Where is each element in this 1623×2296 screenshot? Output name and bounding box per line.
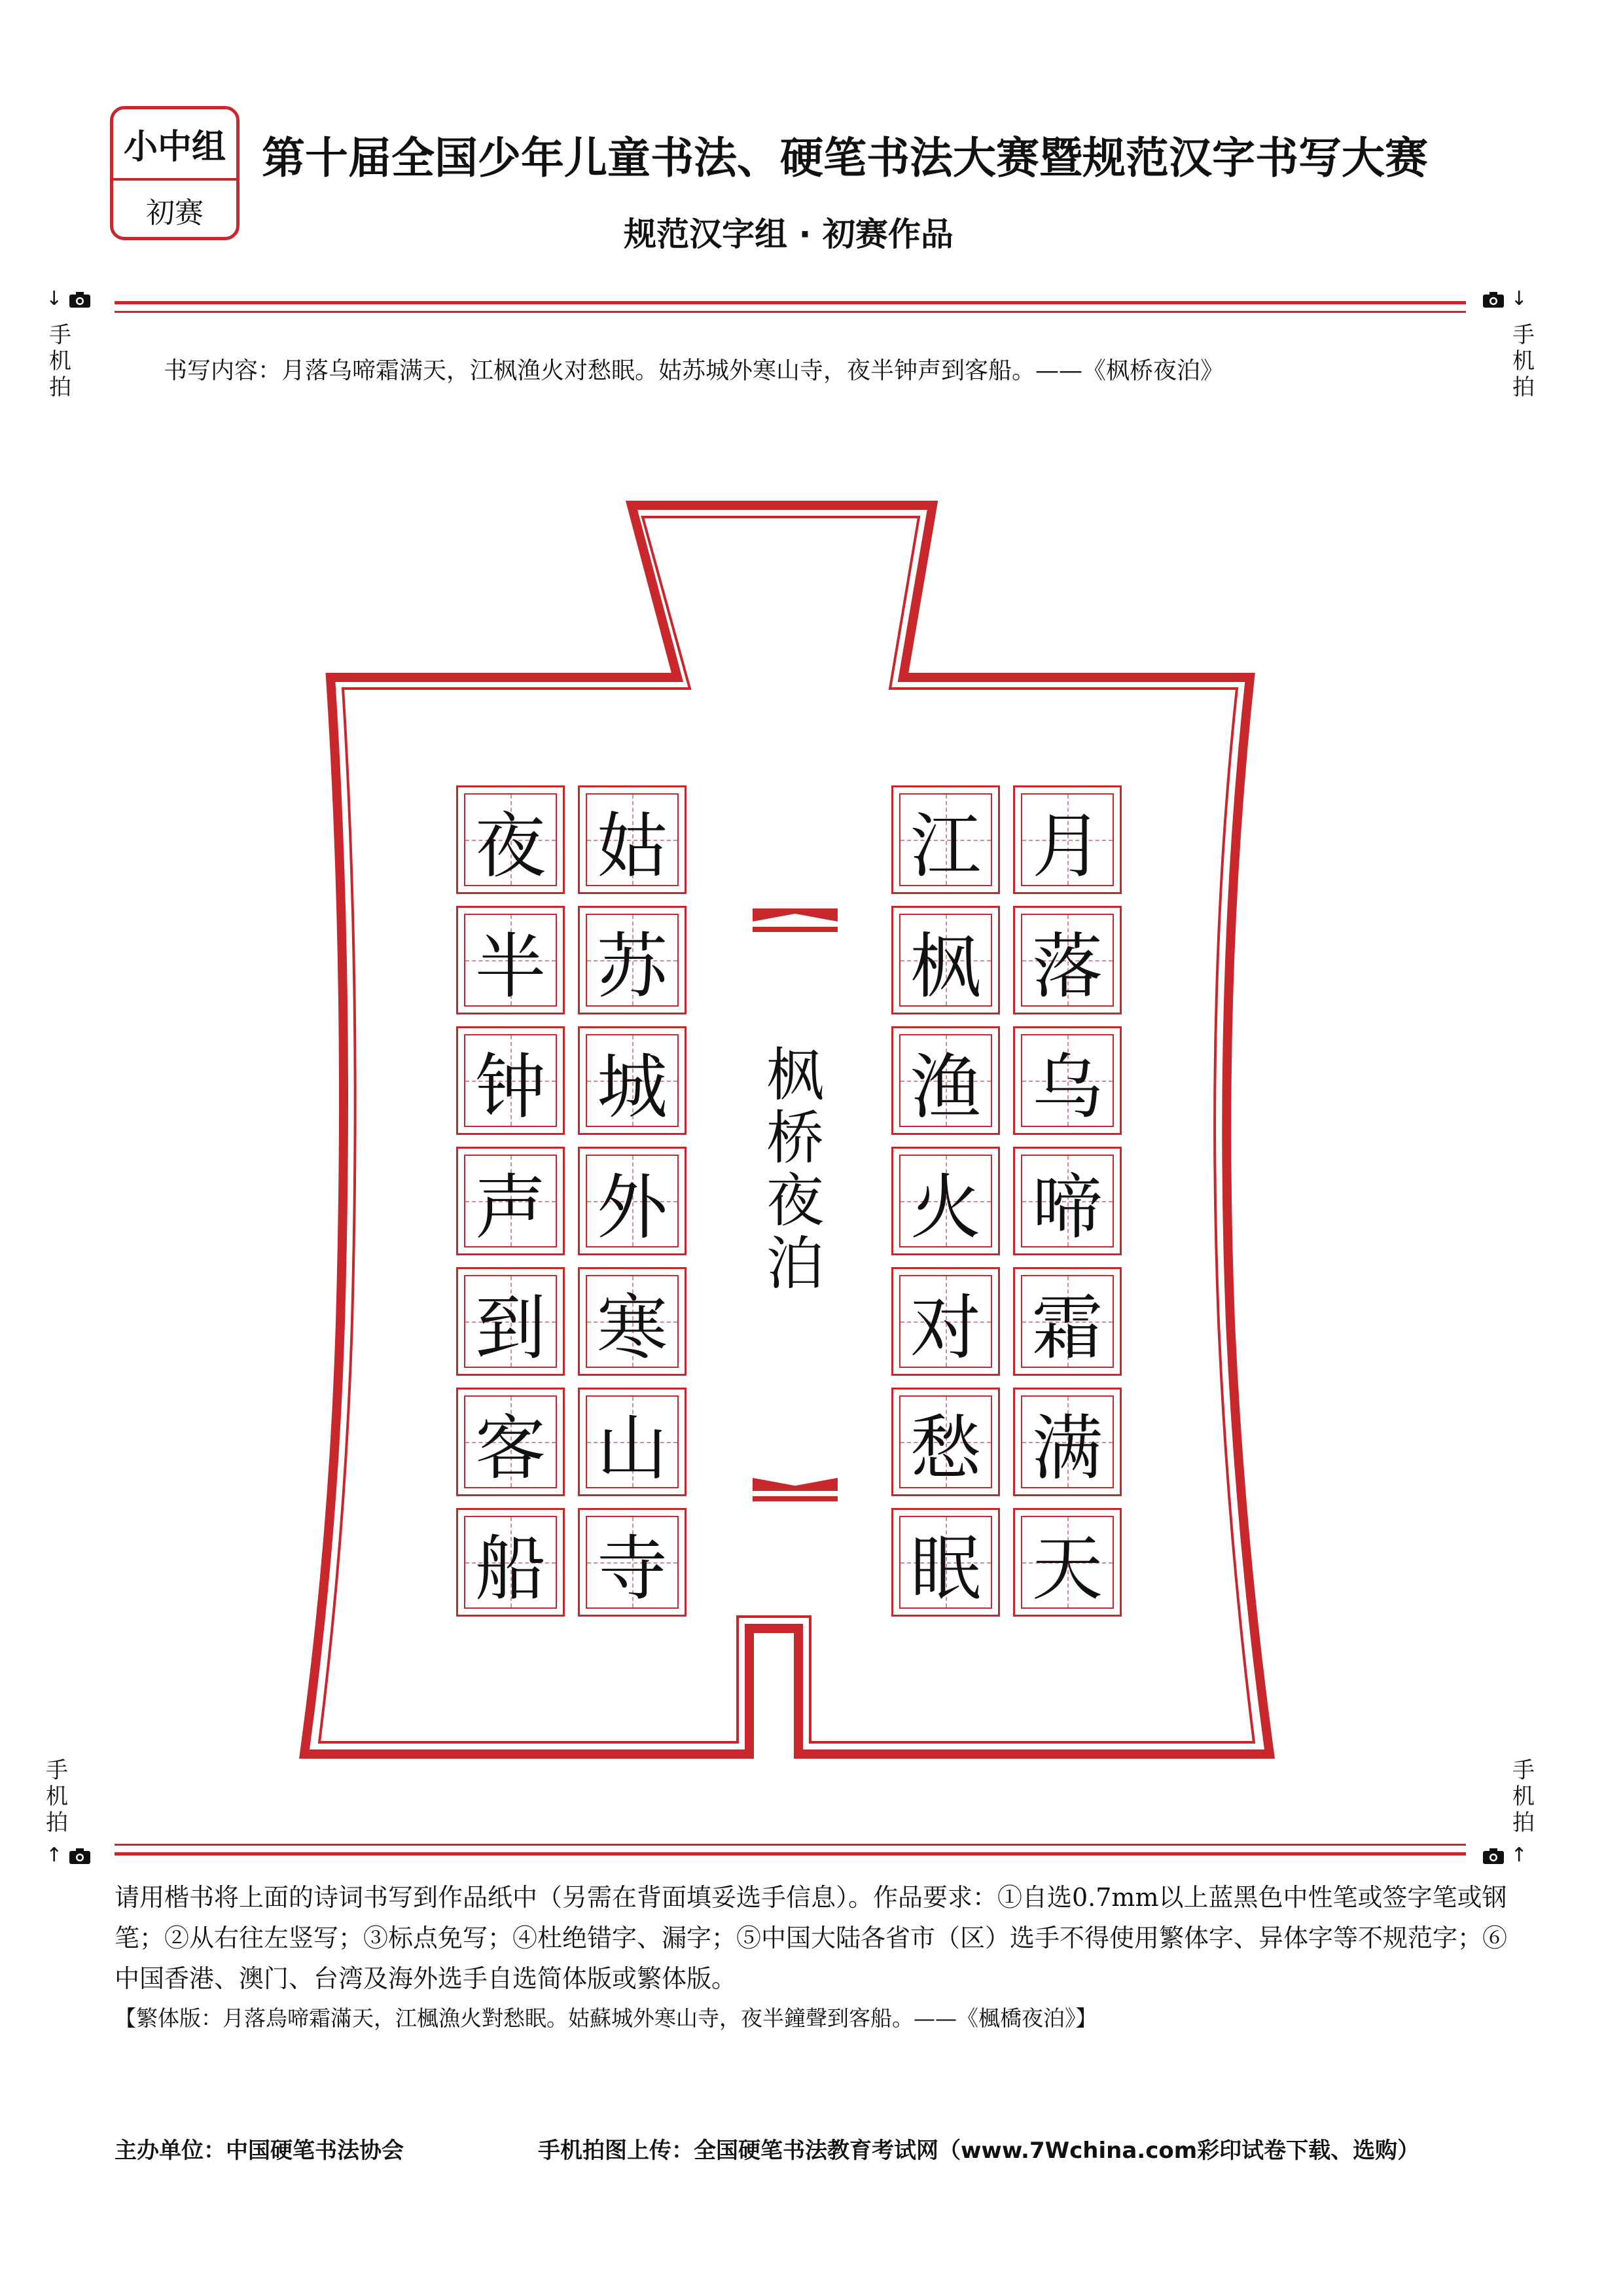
- poem-character: 半: [474, 925, 546, 1008]
- grid-cell: [456, 1026, 565, 1135]
- grid-cell: [578, 1147, 687, 1255]
- label-char: 拍: [49, 374, 71, 401]
- poem-character: 满: [1031, 1407, 1103, 1490]
- grid-cell: [891, 1388, 1000, 1496]
- bottom-left-photo-mark: [46, 1846, 91, 1865]
- organizer-info: 主办单位：中国硬笔书法协会: [115, 2138, 404, 2164]
- grid-cell: [1013, 1388, 1122, 1496]
- poem-title-char: 夜: [766, 1167, 824, 1234]
- chevron-up-ornament: [753, 903, 838, 942]
- grid-cell: [1013, 1026, 1122, 1135]
- traditional-version: 【繁体版：月落烏啼霜滿天，江楓漁火對愁眠。姑蘇城外寒山寺，夜半鐘聲到客船。——《楓橋夜泊》】: [115, 2005, 1097, 2031]
- poem-character: 夜: [474, 805, 546, 888]
- label-char: 手: [1512, 322, 1535, 348]
- grid-cell: [456, 785, 565, 894]
- grid-cell: [891, 785, 1000, 894]
- page-subtitle: 规范汉字组 · 初赛作品: [624, 215, 954, 253]
- poem-title-char: 桥: [766, 1104, 824, 1172]
- poem-title: [756, 1041, 834, 1297]
- label-char: 机: [1512, 348, 1535, 374]
- poem-character: 到: [474, 1287, 546, 1369]
- grid-cell: [578, 1388, 687, 1496]
- poem-character: 船: [474, 1528, 546, 1610]
- poem-character: 乌: [1031, 1046, 1103, 1128]
- grid-cell: [1013, 785, 1122, 894]
- poem-character: 霜: [1031, 1287, 1103, 1369]
- poem-character: 对: [910, 1287, 981, 1369]
- poem-character: 山: [596, 1407, 668, 1490]
- label-char: 手: [49, 322, 71, 348]
- page-title: 第十届全国少年儿童书法、硬笔书法大赛暨规范汉字书写大赛: [262, 132, 1428, 183]
- grid-cell: [578, 785, 687, 894]
- label-char: 手: [46, 1757, 68, 1784]
- arrow-up-icon: ↑: [46, 1844, 63, 1867]
- label-char: 机: [49, 348, 71, 374]
- poem-character: 渔: [910, 1046, 981, 1128]
- upload-info: 手机拍图上传：全国硬笔书法教育考试网（www.7Wchina.com彩印试卷下载、选购）: [538, 2138, 1420, 2164]
- arrow-down-icon: ↓: [1510, 287, 1527, 310]
- poem-character: 寒: [596, 1287, 668, 1369]
- poem-character: 苏: [596, 925, 668, 1008]
- grid-cell: [1013, 1267, 1122, 1376]
- poem-character: 钟: [474, 1046, 546, 1128]
- poem-character: 月: [1031, 805, 1103, 888]
- grid-cell: [1013, 1147, 1122, 1255]
- bottom-divider-thin: [115, 1844, 1466, 1846]
- arrow-down-icon: ↓: [46, 287, 63, 310]
- poem-character: 寺: [596, 1528, 668, 1610]
- poem-character: 枫: [910, 925, 981, 1008]
- poem-character: 城: [596, 1046, 668, 1128]
- poem-character: 外: [596, 1166, 668, 1249]
- bottom-right-photo-mark: [1482, 1846, 1527, 1865]
- label-char: 手: [1512, 1757, 1535, 1784]
- poem-character: 眠: [910, 1528, 981, 1610]
- grid-cell: [578, 1026, 687, 1135]
- bottom-right-photo-label: [1509, 1757, 1538, 1836]
- label-char: 拍: [46, 1810, 68, 1836]
- grid-cell: [1013, 906, 1122, 1014]
- poem-character: 啼: [1031, 1166, 1103, 1249]
- poem-character: 江: [910, 805, 981, 888]
- grid-cell: [891, 1267, 1000, 1376]
- grid-cell: [891, 1026, 1000, 1135]
- label-char: 拍: [1512, 1810, 1535, 1836]
- poem-character: 天: [1031, 1528, 1103, 1610]
- poem-character: 火: [910, 1166, 981, 1249]
- label-char: 拍: [1512, 374, 1535, 401]
- grid-cell: [1013, 1508, 1122, 1617]
- grid-cell: [578, 906, 687, 1014]
- grid-cell: [456, 1388, 565, 1496]
- poem-character: 落: [1031, 925, 1103, 1008]
- camera-icon: [69, 1848, 91, 1865]
- poem-character: 姑: [596, 805, 668, 888]
- grid-cell: [456, 1267, 565, 1376]
- grid-cell: [456, 906, 565, 1014]
- grid-cell: [578, 1267, 687, 1376]
- poem-character: 客: [474, 1407, 546, 1490]
- chevron-down-ornament: [753, 1473, 838, 1512]
- label-char: 机: [1512, 1784, 1535, 1810]
- poem-character: 愁: [910, 1407, 981, 1490]
- camera-icon: [1482, 1848, 1505, 1865]
- grid-cell: [456, 1508, 565, 1617]
- poem-title-char: 泊: [766, 1230, 824, 1297]
- label-char: 机: [46, 1784, 68, 1810]
- writing-content: 书写内容：月落乌啼霜满天，江枫渔火对愁眠。姑苏城外寒山寺，夜半钟声到客船。——《枫桥夜泊》: [164, 357, 1224, 384]
- badge-group-label: 小中组: [113, 109, 236, 181]
- poem-character: 声: [474, 1166, 546, 1249]
- grid-cell: [456, 1147, 565, 1255]
- writing-requirements: 请用楷书将上面的诗词书写到作品纸中（另需在背面填妥选手信息）。作品要求：①自选0.7mm以上蓝黑色中性笔或签字笔或钢笔；②从右往左竖写；③标点免写；④杜绝错字、漏字；⑤中国大陆各省市（区）选手不得使用繁体字、异体字等不规范字；⑥中国香港、澳门、台湾及海外选手自选简体版或繁体版。: [115, 1883, 1508, 1993]
- grid-cell: [891, 1508, 1000, 1617]
- poem-title-char: 枫: [766, 1041, 824, 1109]
- badge-stage-label: 初赛: [146, 196, 204, 230]
- bottom-divider-thick: [115, 1852, 1466, 1856]
- grid-cell: [891, 1147, 1000, 1255]
- grid-cell: [578, 1508, 687, 1617]
- bottom-left-photo-label: [43, 1757, 71, 1836]
- grid-cell: [891, 906, 1000, 1014]
- arrow-up-icon: ↑: [1510, 1844, 1527, 1867]
